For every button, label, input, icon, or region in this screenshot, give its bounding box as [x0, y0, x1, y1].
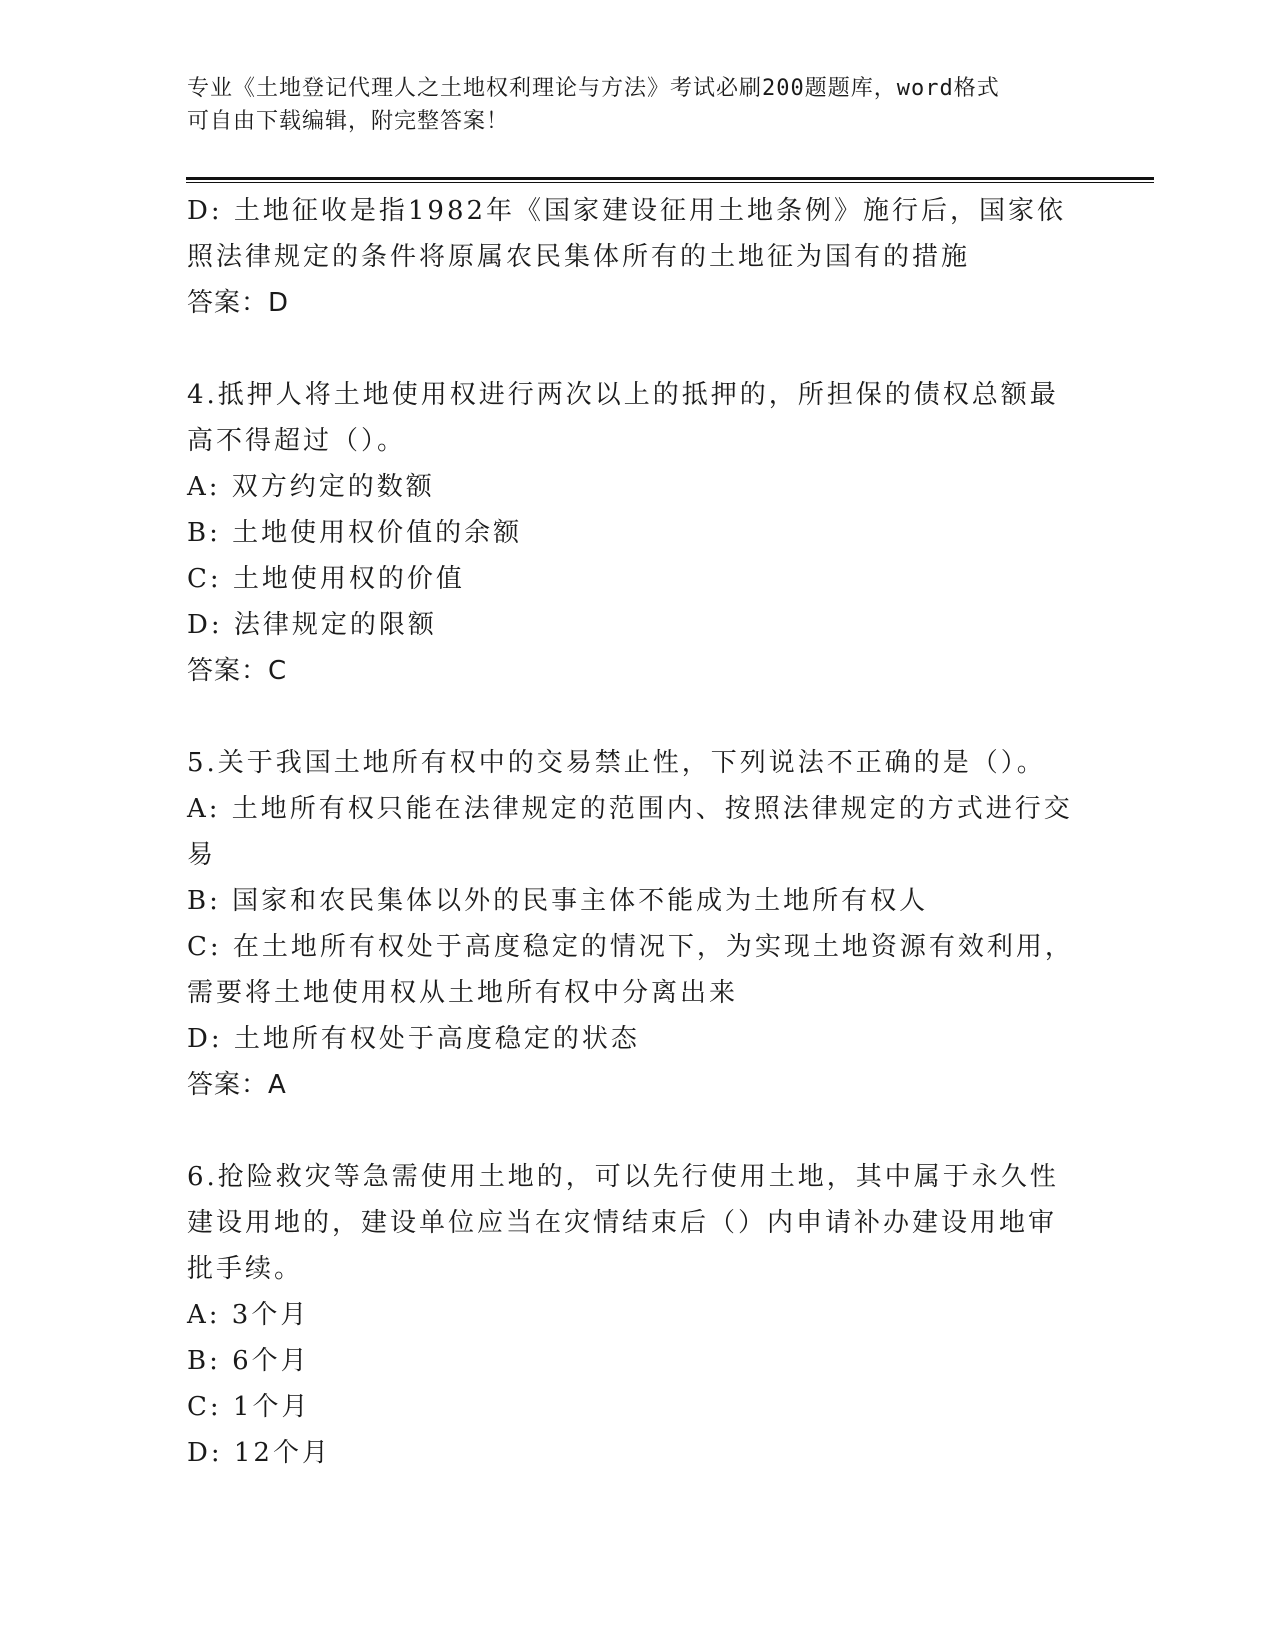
question-6	[187, 1154, 1087, 1476]
q5-option-a-line-1: A: 土地所有权只能在法律规定的范围内、按照法律规定的方式进行交	[187, 794, 1073, 824]
q5-option-a-line-2: 易	[187, 840, 217, 870]
q3-answer: 答案：D	[187, 288, 290, 318]
q6-stem-line-1: 6.抢险救灾等急需使用土地的，可以先行使用土地，其中属于永久性	[187, 1162, 1059, 1192]
q6-option-c: C: 1个月	[187, 1392, 311, 1422]
q6-stem-line-3: 批手续。	[187, 1254, 304, 1284]
q3-option-d-line-2: 照法律规定的条件将原属农民集体所有的土地征为国有的措施	[187, 242, 971, 272]
q4-stem-line-1: 4.抵押人将土地使用权进行两次以上的抵押的，所担保的债权总额最	[187, 380, 1059, 410]
q6-option-a: A: 3个月	[187, 1300, 310, 1330]
q4-stem-line-2: 高不得超过（）。	[187, 426, 407, 456]
spacer	[187, 326, 1087, 372]
q4-option-a: A: 双方约定的数额	[187, 472, 435, 502]
header-divider-thick	[186, 177, 1154, 180]
header-divider-thin	[186, 182, 1154, 183]
q3-option-d-line-1: D: 土地征收是指1982年《国家建设征用土地条例》施行后，国家依	[187, 196, 1067, 226]
q5-option-d: D: 土地所有权处于高度稳定的状态	[187, 1024, 640, 1054]
q5-option-c-line-2: 需要将土地使用权从土地所有权中分离出来	[187, 978, 739, 1008]
question-3-remainder	[187, 188, 1087, 326]
q4-option-b: B: 土地使用权价值的余额	[187, 518, 523, 548]
header-title-line-1: 专业《土地登记代理人之土地权利理论与方法》考试必刷200题题库，word格式	[187, 76, 1000, 101]
q6-stem-line-2: 建设用地的，建设单位应当在灾情结束后（）内申请补办建设用地审	[187, 1208, 1058, 1238]
q5-option-c-line-1: C: 在土地所有权处于高度稳定的情况下，为实现土地资源有效利用，	[187, 932, 1074, 962]
spacer	[187, 694, 1087, 740]
q5-answer: 答案：A	[187, 1070, 287, 1100]
q6-option-d: D: 12个月	[187, 1438, 331, 1468]
question-4	[187, 372, 1087, 694]
header-title-line-2: 可自由下载编辑，附完整答案！	[187, 109, 510, 134]
q5-stem: 5.关于我国土地所有权中的交易禁止性，下列说法不正确的是（）。	[187, 748, 1046, 778]
question-5	[187, 740, 1087, 1108]
q4-option-c: C: 土地使用权的价值	[187, 564, 465, 594]
q5-option-b: B: 国家和农民集体以外的民事主体不能成为土地所有权人	[187, 886, 929, 916]
spacer	[187, 1108, 1087, 1154]
question-content	[187, 188, 1087, 1476]
q4-answer: 答案：C	[187, 656, 288, 686]
document-header	[187, 72, 1087, 138]
q4-option-d: D: 法律规定的限额	[187, 610, 437, 640]
q6-option-b: B: 6个月	[187, 1346, 310, 1376]
